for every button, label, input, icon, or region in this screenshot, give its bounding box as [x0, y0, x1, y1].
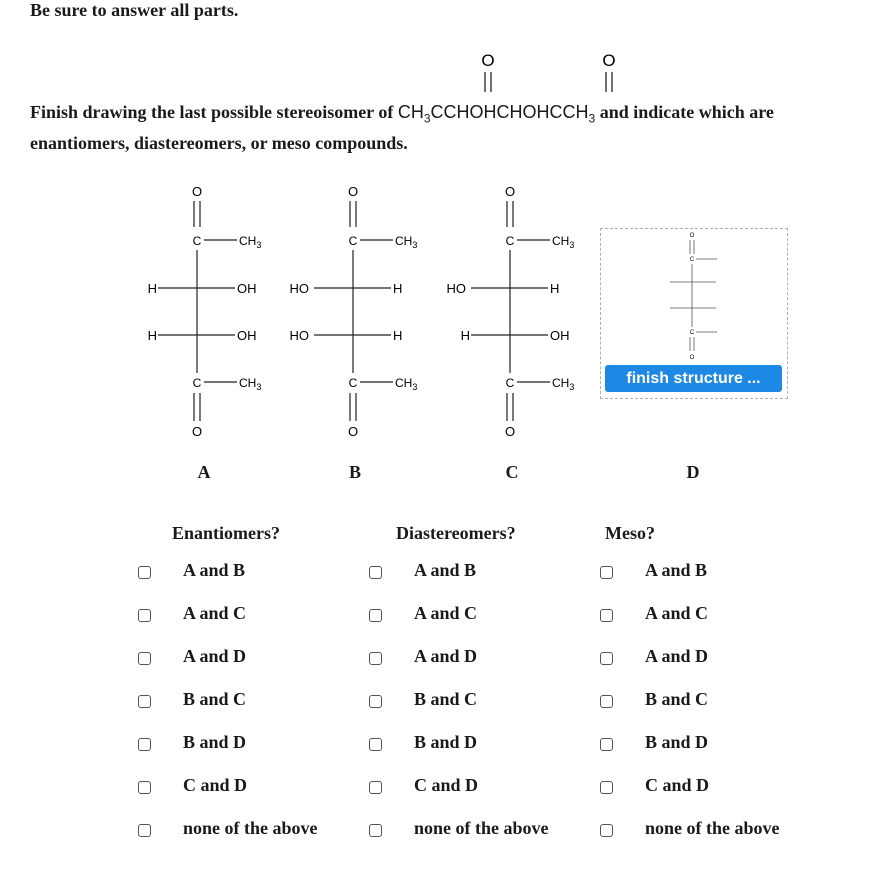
stereocenter-1-right-b: H — [393, 281, 403, 296]
meso-option-label[interactable]: A and B — [645, 560, 708, 580]
diastereomers-option-label[interactable]: A and D — [414, 646, 478, 666]
bottom-carbonyl-carbon-c: C — [505, 376, 515, 390]
meso-checkbox[interactable] — [600, 652, 613, 665]
diastereomers-option-label[interactable]: none of the above — [414, 818, 549, 838]
question-prefix: Finish drawing the last possible stereoisomer of — [30, 102, 394, 122]
stereocenter-2-left-b: HO — [289, 328, 309, 343]
meso-heading: Meso? — [605, 523, 655, 543]
structure-label-c: C — [505, 462, 519, 482]
meso-checkbox[interactable] — [600, 824, 613, 837]
formula-carbonyl-marks — [470, 48, 630, 98]
enantiomers-checkbox[interactable] — [138, 609, 151, 622]
top-carbonyl-carbon-c: C — [505, 234, 515, 248]
diastereomers-option-label[interactable]: B and C — [414, 689, 478, 709]
meso-checkbox[interactable] — [600, 695, 613, 708]
svg-text:O: O — [689, 355, 695, 361]
meso-option-label[interactable]: B and C — [645, 689, 709, 709]
carbonyl-oxygen-left: O — [481, 51, 495, 70]
enantiomers-option-label[interactable]: C and D — [183, 775, 248, 795]
stereocenter-1-left-a: H — [147, 281, 157, 296]
bottom-carbonyl-oxygen-b: O — [347, 424, 359, 439]
meso-checkbox[interactable] — [600, 781, 613, 794]
top-methyl-c: $CH_3$ — [552, 234, 575, 250]
question-suffix: and indicate which are enantiomers, diastereomers, or meso compounds. — [30, 102, 774, 153]
top-carbonyl-oxygen-b: O — [347, 184, 359, 199]
diastereomers-option-label[interactable]: A and C — [414, 603, 478, 623]
structure-label-d: D — [686, 462, 700, 482]
enantiomers-checkbox[interactable] — [138, 566, 151, 579]
stereocenter-2-right-a: OH — [237, 328, 257, 343]
diastereomers-checkbox[interactable] — [369, 609, 382, 622]
diastereomers-checkbox[interactable] — [369, 781, 382, 794]
stereocenter-2-right-b: H — [393, 328, 403, 343]
diastereomers-checkbox[interactable] — [369, 695, 382, 708]
top-carbonyl-oxygen-c: O — [504, 184, 516, 199]
stereocenter-1-left-b: HO — [289, 281, 309, 296]
bottom-carbonyl-carbon-b: C — [348, 376, 358, 390]
svg-text:C: C — [689, 257, 695, 263]
meso-option-label[interactable]: none of the above — [645, 818, 780, 838]
stereocenter-2-left-c: H — [460, 328, 470, 343]
question-text — [30, 100, 860, 155]
diastereomers-heading: Diastereomers? — [396, 523, 516, 543]
meso-option-label[interactable]: C and D — [645, 775, 710, 795]
enantiomers-checkbox[interactable] — [138, 738, 151, 751]
svg-text:C: C — [689, 330, 695, 336]
bottom-carbonyl-oxygen-c: O — [504, 424, 516, 439]
diastereomers-checkbox[interactable] — [369, 738, 382, 751]
top-carbonyl-carbon-a: C — [192, 234, 202, 248]
enantiomers-checkbox[interactable] — [138, 824, 151, 837]
diastereomers-option-label[interactable]: C and D — [414, 775, 479, 795]
meso-checkbox[interactable] — [600, 738, 613, 751]
stereocenter-1-left-c: HO — [446, 281, 466, 296]
enantiomers-checkbox[interactable] — [138, 652, 151, 665]
bottom-carbonyl-oxygen-a: O — [191, 424, 203, 439]
bottom-methyl-a: $CH_3$ — [239, 376, 262, 392]
carbonyl-oxygen-right: O — [602, 51, 616, 70]
structure-d-skeleton — [660, 228, 730, 364]
bottom-methyl-c: $CH_3$ — [552, 376, 575, 392]
meso-option-label[interactable]: A and D — [645, 646, 709, 666]
bottom-carbonyl-carbon-a: C — [192, 376, 202, 390]
meso-checkbox[interactable] — [600, 609, 613, 622]
enantiomers-option-label[interactable]: A and D — [183, 646, 247, 666]
meso-checkbox[interactable] — [600, 566, 613, 579]
stereocenter-2-right-c: OH — [550, 328, 570, 343]
enantiomers-option-label[interactable]: none of the above — [183, 818, 318, 838]
instruction-text: Be sure to answer all parts. — [30, 0, 239, 20]
stereocenter-1-right-c: H — [550, 281, 560, 296]
top-carbonyl-oxygen-a: O — [191, 184, 203, 199]
enantiomers-option-label[interactable]: B and C — [183, 689, 247, 709]
stereocenter-2-left-a: H — [147, 328, 157, 343]
meso-option-label[interactable]: B and D — [645, 732, 709, 752]
enantiomers-option-label[interactable]: B and D — [183, 732, 247, 752]
diastereomers-option-label[interactable]: A and B — [414, 560, 477, 580]
enantiomers-option-label[interactable]: A and C — [183, 603, 247, 623]
finish-structure-button[interactable]: finish structure ... — [605, 365, 782, 392]
structure-label-a: A — [197, 462, 211, 482]
bottom-methyl-b: $CH_3$ — [395, 376, 418, 392]
fischer-projections — [120, 175, 600, 445]
meso-option-label[interactable]: A and C — [645, 603, 709, 623]
stereocenter-1-right-a: OH — [237, 281, 257, 296]
diastereomers-checkbox[interactable] — [369, 652, 382, 665]
diastereomers-checkbox[interactable] — [369, 824, 382, 837]
top-methyl-b: $CH_3$ — [395, 234, 418, 250]
diastereomers-checkbox[interactable] — [369, 566, 382, 579]
enantiomers-checkbox[interactable] — [138, 695, 151, 708]
top-methyl-a: $CH_3$ — [239, 234, 262, 250]
condensed-formula: $CH_3CCHOHCHOHCCH_3$ — [397, 102, 596, 126]
svg-text:O: O — [689, 233, 695, 239]
enantiomers-heading: Enantiomers? — [172, 523, 280, 543]
top-carbonyl-carbon-b: C — [348, 234, 358, 248]
diastereomers-option-label[interactable]: B and D — [414, 732, 478, 752]
structure-label-b: B — [348, 462, 361, 482]
enantiomers-checkbox[interactable] — [138, 781, 151, 794]
enantiomers-option-label[interactable]: A and B — [183, 560, 246, 580]
